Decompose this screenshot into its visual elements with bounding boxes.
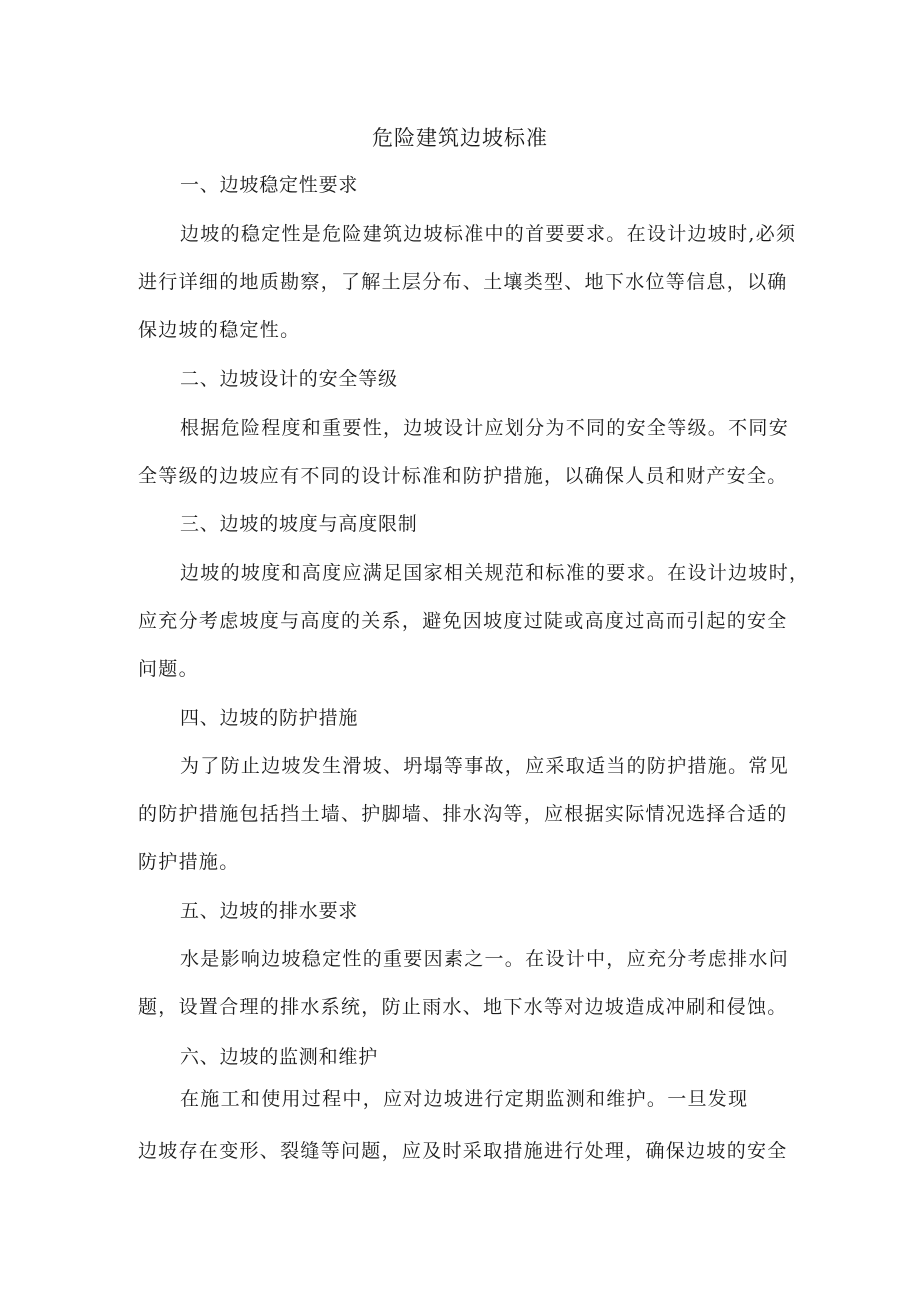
section-4-line-3: 防护措施。 [138, 851, 240, 873]
section-5-line-1: 水是影响边坡稳定性的重要因素之一。在设计中，应充分考虑排水问 [180, 948, 790, 970]
section-6-heading: 六、边坡的监测和维护 [180, 1046, 379, 1068]
section-6-line-1: 在施工和使用过程中，应对边坡进行定期监测和维护。一旦发现 [180, 1088, 749, 1110]
section-5-line-2: 题，设置合理的排水系统，防止雨水、地下水等对边坡造成冲刷和侵蚀。 [138, 996, 788, 1018]
section-1-heading: 一、边坡稳定性要求 [180, 174, 359, 196]
section-2-line-2: 全等级的边坡应有不同的设计标准和防护措施，以确保人员和财产安全。 [138, 465, 788, 487]
section-6-line-2: 边坡存在变形、裂缝等问题，应及时采取措施进行处理，确保边坡的安全 [138, 1140, 788, 1162]
section-4-line-2: 的防护措施包括挡土墙、护脚墙、排水沟等，应根据实际情况选择合适的 [138, 803, 788, 825]
section-4-line-1: 为了防止边坡发生滑坡、坍塌等事故，应采取适当的防护措施。常见 [180, 755, 790, 777]
section-2-heading: 二、边坡设计的安全等级 [180, 368, 398, 390]
section-5-heading: 五、边坡的排水要求 [180, 900, 359, 922]
section-3-line-1: 边坡的坡度和高度应满足国家相关规范和标准的要求。在设计边坡时， [180, 562, 810, 584]
section-3-line-2: 应充分考虑坡度与高度的关系，避免因坡度过陡或高度过高而引起的安全 [138, 610, 788, 632]
section-1-line-2: 进行详细的地质勘察，了解土层分布、土壤类型、地下水位等信息，以确 [138, 271, 788, 293]
section-4-heading: 四、边坡的防护措施 [180, 707, 359, 729]
section-3-line-3: 问题。 [138, 658, 199, 680]
section-1-line-3: 保边坡的稳定性。 [138, 319, 301, 341]
section-3-heading: 三、边坡的坡度与高度限制 [180, 513, 418, 535]
section-2-line-1: 根据危险程度和重要性，边坡设计应划分为不同的安全等级。不同安 [180, 417, 790, 439]
section-1-line-1: 边坡的稳定性是危险建筑边坡标准中的首要要求。在设计边坡时,必须 [180, 223, 797, 245]
document-title: 危险建筑边坡标准 [372, 126, 548, 150]
